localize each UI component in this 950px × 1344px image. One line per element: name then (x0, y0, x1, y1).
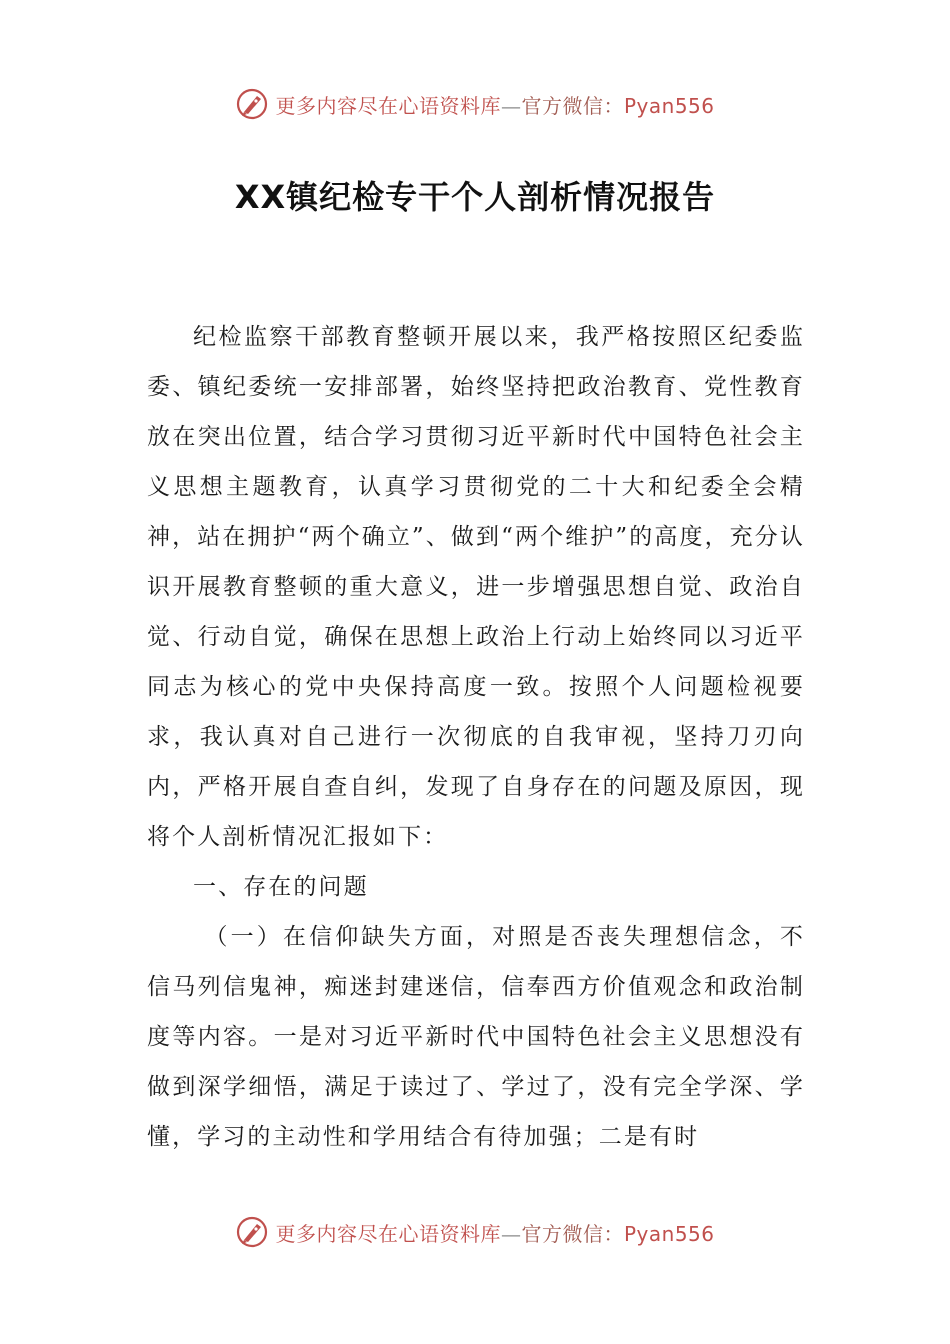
banner-separator: — (500, 93, 522, 118)
paragraph-intro: 纪检监察干部教育整顿开展以来，我严格按照区纪委监委、镇纪委统一安排部署，始终坚持把政治教育、党性教育放在突出位置，结合学习贯彻习近平新时代中国特色社会主义思想主题教育，认真学习贯彻党的二十大和纪委全会精神，站在拥护“两个确立”、做到“两个维护”的高度，充分认识开展教育整顿的重大意义，进一步增强思想自觉、政治自觉、行动自觉，确保在思想上政治上行动上始终同以习近平同志为核心的党中央保持高度一致。按照个人问题检视要求，我认真对自己进行一次彻底的自我审视，坚持刀刃向内，严格开展自查自纠，发现了自身存在的问题及原因，现将个人剖析情况汇报如下： (147, 324, 805, 850)
banner-text (275, 90, 714, 119)
paragraph-belief: （一）在信仰缺失方面，对照是否丧失理想信念，不信马列信鬼神，痴迷封建迷信，信奉西方价值观念和政治制度等内容。一是对习近平新时代中国特色社会主义思想没有做到深学细悟，满足于读过了、学过了，没有完全学深、学懂，学习的主动性和学用结合有待加强；二是有时 (147, 924, 805, 1150)
banner-main-text: 更多内容尽在心语资料库 (275, 1221, 501, 1246)
pen-nib-logo-icon (235, 1215, 269, 1249)
document-title: XX镇纪检专干个人剖析情况报告 (234, 178, 716, 216)
document-body (147, 312, 805, 1162)
footer-watermark-banner (0, 1212, 950, 1252)
banner-main-text: 更多内容尽在心语资料库 (275, 93, 501, 118)
banner-wechat-id: Pyan556 (623, 93, 715, 118)
pen-nib-logo-icon (235, 87, 269, 121)
banner-wechat-id: Pyan556 (623, 1221, 715, 1246)
section-heading-problems: 一、存在的问题 (193, 874, 369, 900)
banner-wechat-label: 官方微信： (521, 93, 624, 118)
banner-separator: — (500, 1221, 522, 1246)
banner-wechat-label: 官方微信： (521, 1221, 624, 1246)
header-watermark-banner (0, 84, 950, 124)
banner-text (275, 1218, 714, 1247)
